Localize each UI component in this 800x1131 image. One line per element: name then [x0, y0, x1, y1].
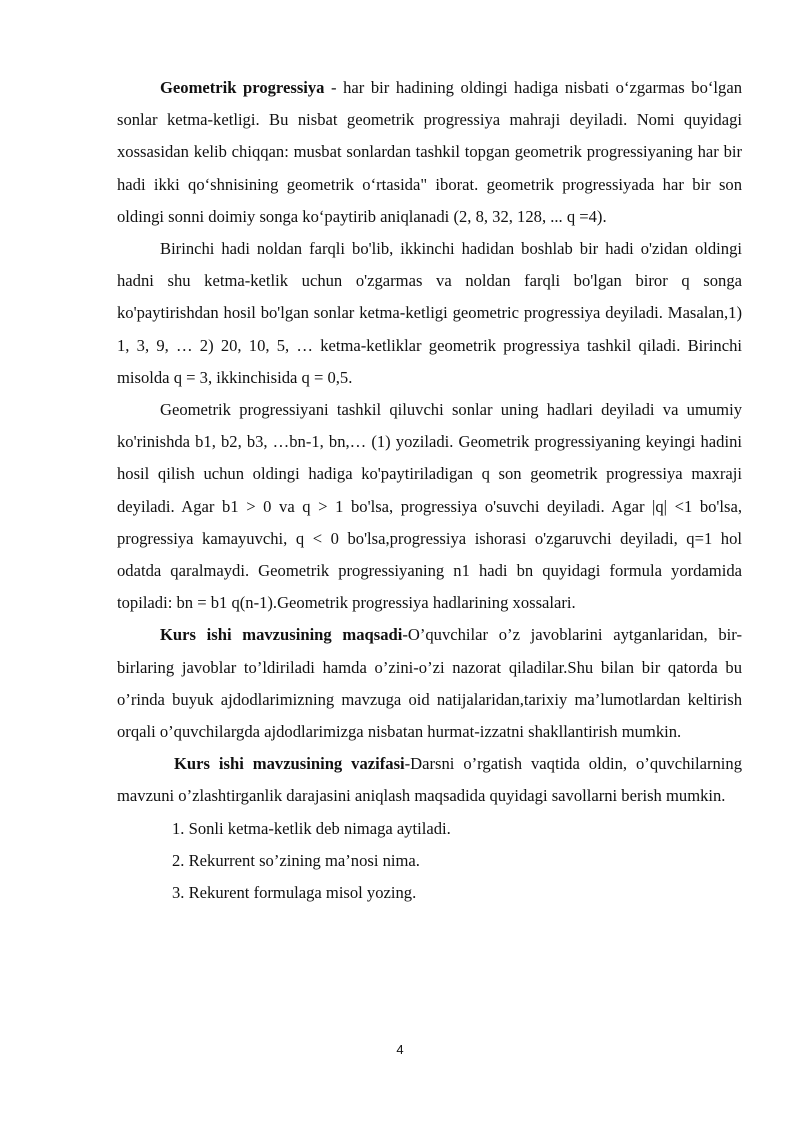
paragraph-text: Birinchi hadi noldan farqli bo'lib, ikkinchi hadidan boshlab bir hadi o'zidan oldingi hadni shu ketma-ketlik uchun o'zgarmas va noldan farqli bo'lgan biror q songa ko'paytirishdan hosil bo'lgan sonlar ketma-ketligi geometric progressiya deyiladi. Masalan,1) 1, 3, 9, … 2) 20, 10, 5, … ketma-ketliklar geometrik progressiya tashkil qiladi. Birinchi misolda q = 3, ikkinchisida q = 0,5.	[117, 239, 742, 387]
task-heading: Kurs ishi mavzusining vazifasi	[174, 754, 405, 774]
paragraph-text: - har bir hadining oldingi hadiga nisbati o‘zgarmas bo‘lgan sonlar ketma-ketligi. Bu nisbat geometrik progressiya mahraji deyiladi. Nomi quyidagi xossasidan kelib chiqqan: musbat sonlardan tashkil topgan geometrik progressiyaning har bir hadi ikki qo‘shnisining geometrik o‘rtasida" iborat. geometrik progressiyada har bir son oldingi sonni doimiy songa ko‘paytirib aniqlanadi (2, 8, 32, 128, ... q =4).	[117, 78, 742, 226]
paragraph-task	[117, 748, 742, 812]
paragraph-terms	[117, 394, 742, 619]
paragraph-goal	[117, 619, 742, 748]
term-heading: Geometrik progressiya	[160, 78, 325, 97]
paragraph-definition	[117, 72, 742, 233]
paragraph-first-term	[117, 233, 742, 394]
goal-heading: Kurs ishi mavzusining maqsadi	[160, 625, 403, 645]
paragraph-text: -Darsni o’rgatish vaqtida oldin, o’quvchilarning mavzuni o’zlashtirganlik darajasini aniqlash maqsadida quyidagi savollarni berish mumkin.	[117, 754, 742, 806]
question-list	[117, 813, 742, 910]
paragraph-text: -O’quvchilar o’z javoblarini aytganlaridan, bir-birlaring javoblar to’ldiriladi hamda o’zini-o’zi nazorat qiladilar.Shu bilan bir qatorda bu o’rinda buyuk ajdodlarimizning mavzuga oid natijalaridan,tarixiy ma’lumotlardan keltirish orqali o’quvchilargda ajdodlarimizga nisbatan hurmat-izzatni shakllantirish mumkin.	[117, 625, 742, 742]
list-item: 2. Rekurrent so’zining ma’nosi nima.	[172, 850, 420, 870]
page-content	[117, 72, 742, 909]
list-item: 3. Rekurent formulaga misol yozing.	[172, 883, 417, 903]
list-item: 1. Sonli ketma-ketlik deb nimaga aytiladi.	[172, 818, 451, 838]
page-number: 4	[396, 1042, 404, 1057]
paragraph-text: Geometrik progressiyani tashkil qiluvchi sonlar uning hadlari deyiladi va umumiy ko'rinishda b1, b2, b3, …bn-1, bn,… (1) yoziladi. Geometrik progressiyaning keyingi hadini hosil qilish uchun oldingi hadiga ko'paytiriladigan q son geometrik progressiya maxraji deyiladi. Agar b1 > 0 va q > 1 bo'lsa, progressiya o'suvchi deyiladi. Agar |q| <1 bo'lsa, progressiya kamayuvchi, q < 0 bo'lsa,progressiya ishorasi o'zgaruvchi deyiladi, q=1 hol odatda qaralmaydi. Geometrik progressiyaning n1 hadi bn quyidagi formula yordamida topiladi: bn = b1 q(n-1).Geometrik progressiya hadlarining xossalari.	[117, 400, 742, 613]
